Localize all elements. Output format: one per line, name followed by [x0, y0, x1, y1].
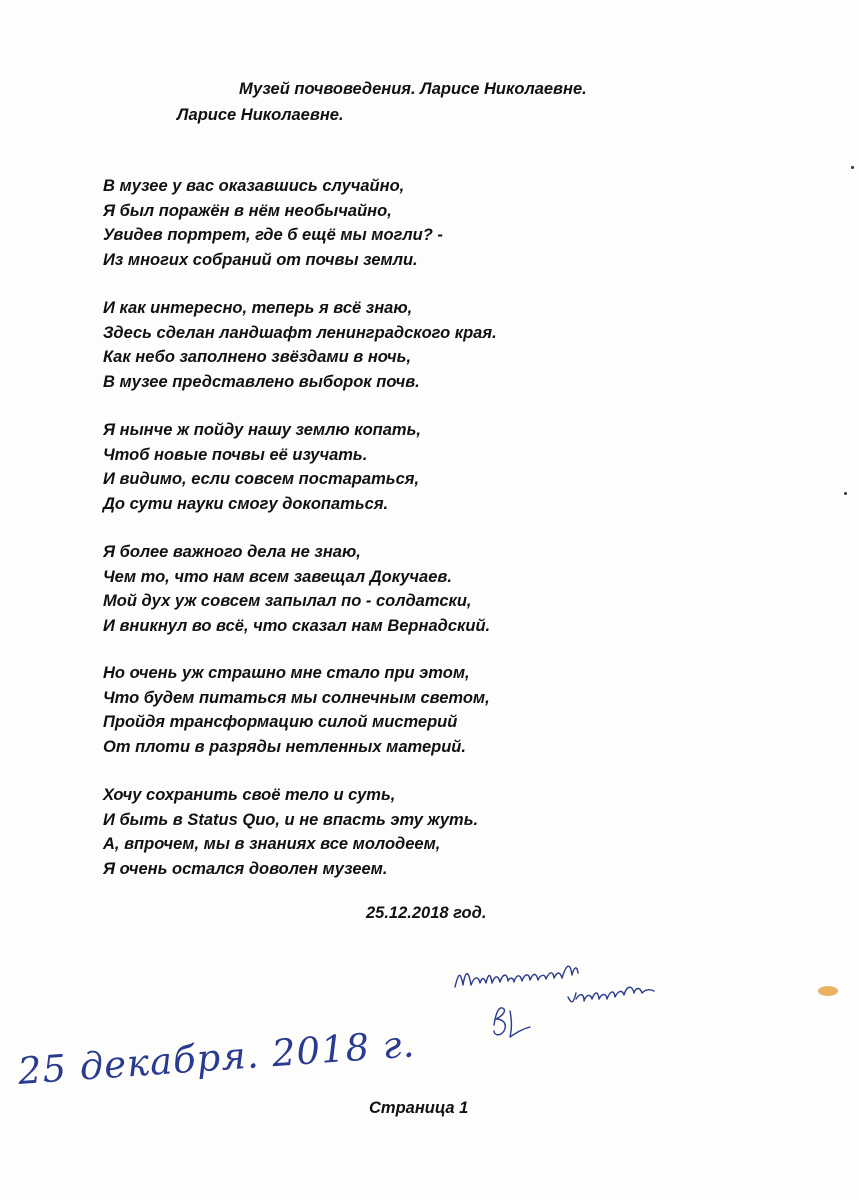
page-number: Страница 1: [369, 1099, 469, 1117]
poem-line: Чем то, что нам всем завещал Докучаев.: [103, 567, 452, 586]
poem-line: А, впрочем, мы в знаниях все молодеем,: [103, 835, 441, 854]
printed-date: 25.12.2018 год.: [366, 904, 487, 922]
poem-line: Я более важного дела не знаю,: [103, 543, 361, 561]
poem-line: И как интересно, теперь я всё знаю,: [103, 299, 413, 317]
poem-stanza-1: [103, 174, 443, 272]
poem-line: Что будем питаться мы солнечным светом,: [103, 688, 490, 707]
poem-line: Я был поражён в нём необычайно,: [103, 201, 392, 220]
poem-line: И вникнул во всё, что сказал нам Вернадский.: [103, 616, 491, 635]
paper-speck: [844, 492, 847, 495]
poem-line: В музее представлено выборок почв.: [103, 372, 420, 391]
poem-line: Я очень остался доволен музеем.: [103, 859, 388, 878]
poem-stanza-5: [103, 661, 490, 759]
poem-line: В музее у вас оказавшись случайно,: [103, 177, 405, 195]
poem-stanza-2: [103, 296, 497, 394]
poem-line: Хочу сохранить своё тело и суть,: [103, 786, 396, 804]
poem-stanza-6: [103, 783, 478, 881]
document-title: Музей почвоведения. Ларисе Николаевне.: [239, 80, 587, 98]
poem-line: Чтоб новые почвы её изучать.: [103, 445, 368, 464]
poem-line: До сути науки смогу докопаться.: [103, 494, 389, 513]
poem-line: Мой дух уж совсем запылал по - солдатски,: [103, 592, 472, 611]
handwritten-date: 25 декабря. 2018 г.: [16, 1022, 417, 1093]
poem-line: От плоти в разряды нетленных материй.: [103, 737, 466, 756]
poem-line: Увидев портрет, где б ещё мы могли? -: [103, 226, 443, 245]
paper-stain: [818, 986, 838, 996]
poem-line: Из многих собраний от почвы земли.: [103, 250, 418, 269]
poem-line: Как небо заполнено звёздами в ночь,: [103, 348, 412, 367]
poem-stanza-3: [103, 418, 421, 516]
document-title-addressee: Ларисе Николаевне.: [177, 106, 344, 124]
paper-speck: [851, 166, 854, 169]
poem-stanza-4: [103, 540, 490, 638]
poem-line: Я нынче ж пойду нашу землю копать,: [103, 421, 421, 439]
poem-line: И видимо, если совсем постараться,: [103, 470, 420, 489]
poem-line: Пройдя трансформацию силой мистерий: [103, 713, 458, 732]
handwritten-signature: [450, 955, 680, 1050]
poem-line: И быть в Status Quo, и не впасть эту жуть.: [103, 810, 479, 829]
poem-line: Здесь сделан ландшафт ленинградского края.: [103, 323, 497, 342]
poem-line: Но очень уж страшно мне стало при этом,: [103, 664, 470, 682]
